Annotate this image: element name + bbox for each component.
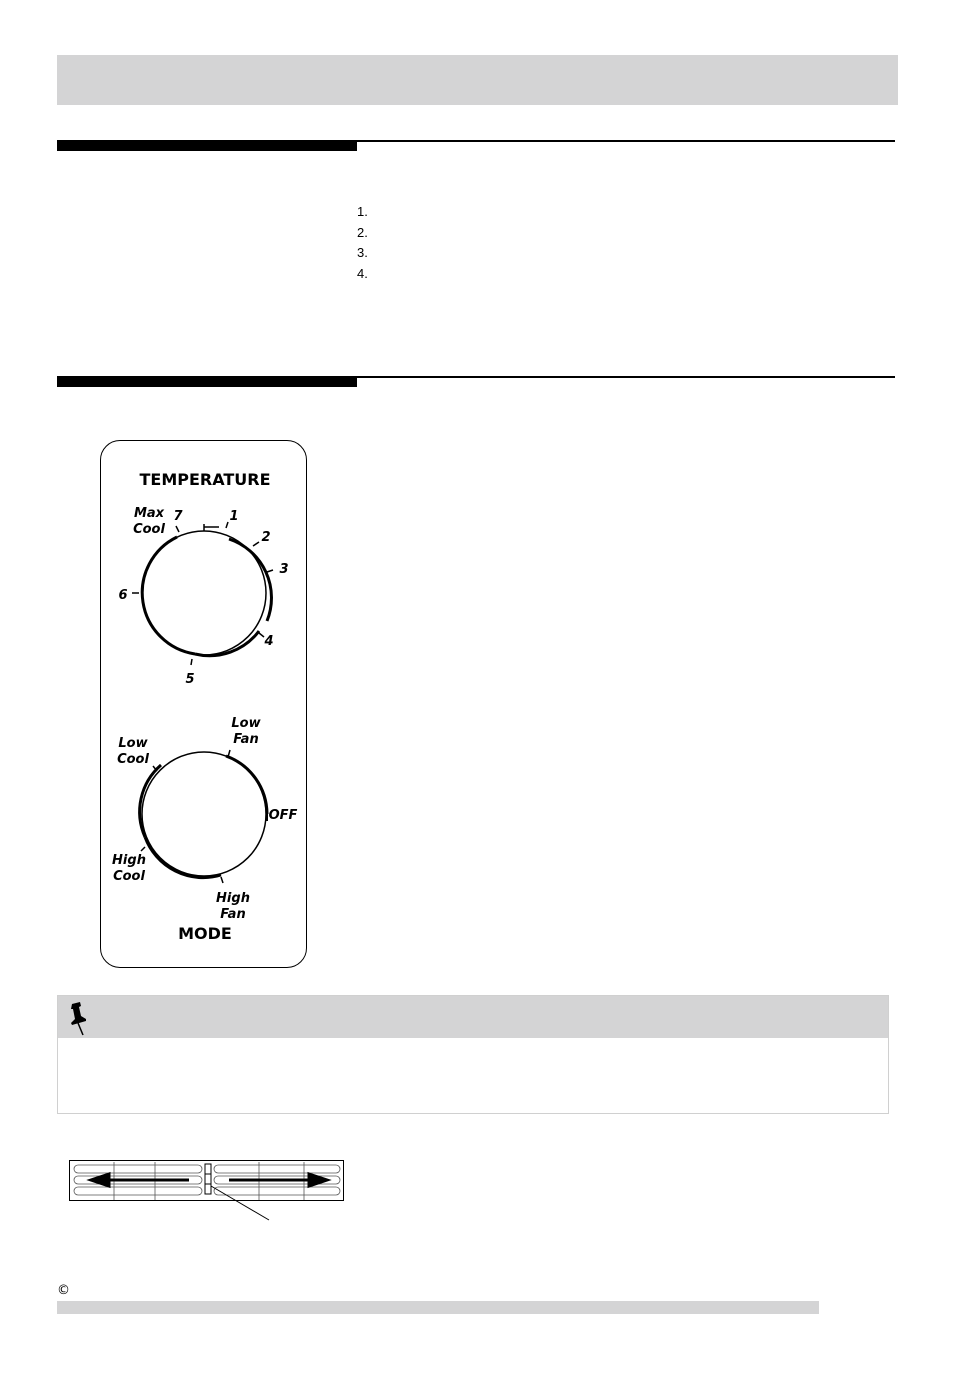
section-rule-thick-1 [57, 141, 357, 151]
temperature-tick-2 [253, 542, 259, 546]
control-panel-drawing [101, 441, 308, 969]
high-cool-label: High [112, 853, 146, 868]
temperature-label-7: 7 [173, 509, 183, 524]
temperature-knob[interactable] [142, 524, 274, 656]
high-cool-label: Cool [113, 869, 145, 884]
vent-lever [205, 1164, 211, 1194]
header-band [57, 55, 898, 105]
max-cool-label: Cool [133, 522, 165, 537]
temperature-tick-1 [226, 522, 228, 528]
step-item: 2. [357, 224, 368, 240]
mode-title: MODE [178, 924, 232, 943]
mode-arc-bottom [145, 837, 221, 878]
temperature-label-1: 1 [229, 509, 239, 524]
step-item: 3. [357, 245, 368, 260]
off-label: OFF [268, 808, 298, 823]
low-fan-label: Low [231, 716, 261, 731]
temperature-tick-3 [267, 570, 273, 572]
high-fan-label: Fan [220, 907, 246, 922]
temperature-tick-5 [191, 659, 192, 665]
high-fan-label: High [216, 891, 250, 906]
temperature-tick-7 [176, 526, 179, 532]
mode-tick-high-fan [221, 877, 223, 883]
temperature-label-3: 3 [279, 562, 289, 577]
low-cool-label: Low [118, 736, 148, 751]
note-header [58, 996, 888, 1038]
temperature-tick-4 [259, 633, 264, 637]
copyright-symbol: © [57, 1283, 70, 1298]
temperature-label-4: 4 [264, 634, 274, 649]
temperature-label-2: 2 [261, 530, 271, 545]
steps-list [357, 202, 368, 284]
mode-knob[interactable] [140, 752, 267, 878]
step-item: 1. [357, 204, 368, 219]
footer-band [57, 1301, 819, 1314]
temperature-title: TEMPERATURE [139, 470, 271, 489]
mode-arc-right [226, 756, 267, 814]
low-fan-label: Fan [233, 732, 259, 747]
temperature-arc-left [142, 537, 195, 654]
mode-tick-high-cool [141, 847, 145, 851]
step-item: 4. [357, 265, 368, 281]
temperature-label-5: 5 [185, 672, 195, 687]
section-rule-1 [57, 140, 895, 142]
temperature-label-6: 6 [118, 588, 128, 603]
note-box [57, 995, 889, 1114]
section-rule-thick-2 [57, 377, 357, 387]
low-cool-label: Cool [117, 752, 149, 767]
max-cool-label: Max [133, 506, 165, 521]
air-vent-diagram [69, 1160, 345, 1270]
section-rule-2 [57, 376, 895, 378]
control-panel [100, 440, 307, 968]
pushpin-icon [66, 1000, 92, 1041]
